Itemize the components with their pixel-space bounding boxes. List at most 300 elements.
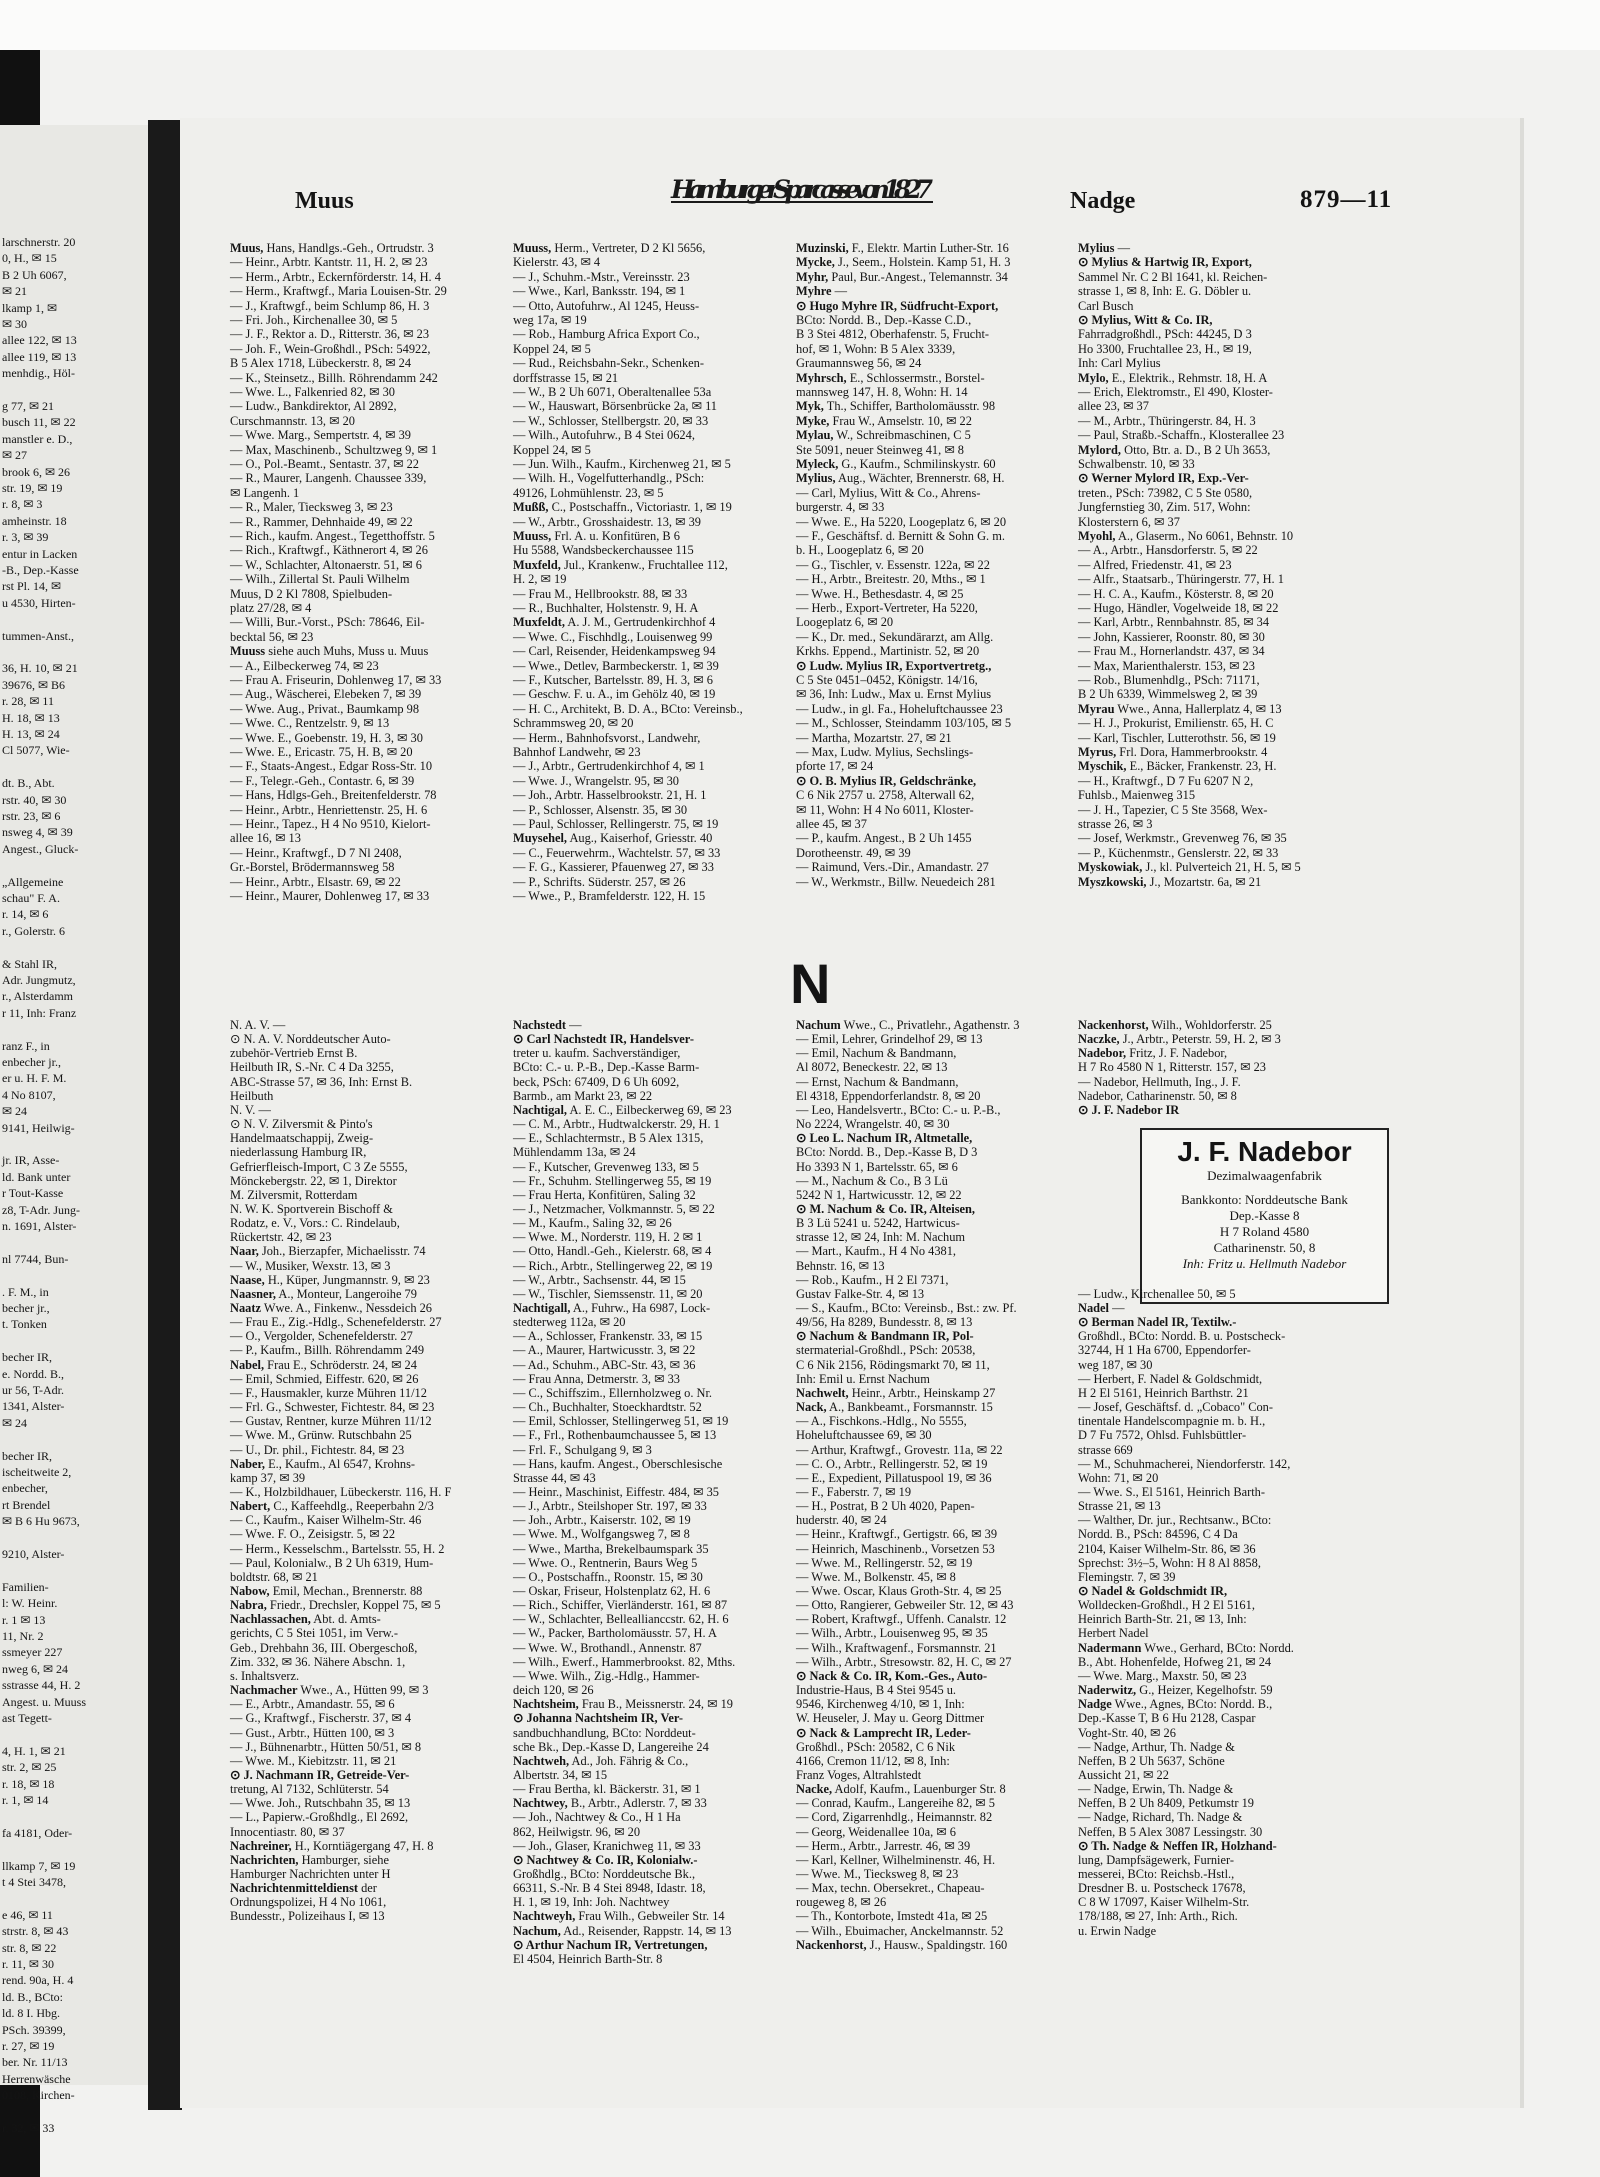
directory-entry-line: allee 45, ✉ 37 (796, 817, 867, 831)
directory-entry-line: — Wwe. L., Falkenried 82, ✉ 30 (230, 385, 396, 399)
facing-page-line: becher IR, (2, 1448, 52, 1463)
directory-entry-line: — Rich., Arbtr., Stellingerweg 22, ✉ 19 (513, 1258, 713, 1273)
directory-entry-line: Neffen, B 5 Alex 3087 Lessingstr. 30 (1078, 1824, 1263, 1839)
directory-entry-line: huderstr. 40, ✉ 24 (796, 1513, 887, 1528)
facing-page-line: n. 1691, Alster- (2, 1219, 77, 1233)
directory-entry-line: Franz Voges, Altrahlstedt (796, 1767, 922, 1782)
directory-entry-line: strasse 12, ✉ 24, Inh: M. Nachum (796, 1230, 966, 1245)
directory-entry-line: — Wwe. C., Rentzelstr. 9, ✉ 13 (230, 716, 390, 731)
directory-entry-line: — J., Arbtr., Gertrudenkirchhof 4, ✉ 1 (513, 759, 705, 774)
facing-page-line: ur 56, T-Adr. (2, 1383, 65, 1397)
directory-entry-line: ⊙ Johanna Nachtsheim IR, Ver- (513, 1711, 683, 1726)
directory-entry-line: — Aug., Wäscherei, Elebeken 7, ✉ 39 (230, 687, 422, 702)
directory-entry-line: 5242 N 1, Hartwicusstr. 12, ✉ 22 (796, 1187, 962, 1202)
directory-entry-line: Hu 5588, Wandsbeckerchaussee 115 (513, 543, 694, 558)
directory-entry-line: — A., Schlosser, Frankenstr. 33, ✉ 15 (513, 1329, 703, 1344)
directory-entry-line: — Paul, Straßb.-Schaffn., Klosterallee 23 (1078, 428, 1285, 443)
directory-entry-line: — Hans, Hdlgs-Geh., Breitenfelderstr. 78 (230, 788, 437, 803)
directory-entry-line: Muxfeldt, A. J. M., Gertrudenkirchhof 4 (513, 615, 716, 630)
directory-entry-line: — Frau Bertha, kl. Bäckerstr. 31, ✉ 1 (513, 1782, 701, 1797)
directory-entry-line: Barmb., am Markt 23, ✉ 22 (513, 1088, 653, 1103)
directory-entry-line: — Wilh., Ebuimacher, Anckelmannstr. 52 (796, 1923, 1004, 1938)
directory-entry-line: — Wwe. M., Norderstr. 119, H. 2 ✉ 1 (513, 1230, 703, 1245)
directory-entry-line: — Josef, Geschäftsf. d. „Cobaco" Con- (1078, 1400, 1274, 1415)
directory-entry-line: N. W. K. Sportverein Bischoff & (230, 1201, 393, 1216)
directory-entry-line: D 7 Fu 7572, Ohlsd. Fuhlsbüttler- (1078, 1428, 1247, 1443)
directory-entry-line: — Wwe. Marg., Maxstr. 50, ✉ 23 (1078, 1668, 1247, 1683)
directory-entry-line: — Wwe. Joh., Rutschbahn 35, ✉ 13 (230, 1796, 411, 1811)
directory-entry-line: — C., Schiffszim., Ellernholzweg o. Nr. (513, 1385, 713, 1400)
directory-entry-line: — Wwe. S., El 5161, Heinrich Barth- (1078, 1484, 1265, 1499)
directory-entry-line: — Nadge, Arthur, Th. Nadge & (1078, 1739, 1235, 1754)
facing-page-line: ✉ 27 (2, 448, 28, 463)
facing-page-line: brook 6, ✉ 26 (2, 464, 71, 479)
directory-entry-line: ⊙ O. B. Mylius IR, Geldschränke, (796, 773, 977, 788)
directory-entry-line: Behnstr. 16, ✉ 13 (796, 1258, 885, 1273)
directory-entry-line: Ordnungspolizei, H 4 No 1061, (230, 1895, 387, 1910)
facing-page-line: str. 2, ✉ 25 (2, 1760, 57, 1775)
facing-page-line: t. Tonken (2, 1317, 47, 1332)
directory-entry-line: — K., Dr. med., Sekundärarzt, am Allg. (796, 629, 994, 644)
facing-page-line (2, 1268, 148, 1282)
facing-page-line (2, 1809, 148, 1823)
directory-entry-line (1078, 1216, 1370, 1230)
directory-entry-line: Mönckebergstr. 22, ✉ 1, Direktor (230, 1173, 397, 1188)
directory-entry-line: — C. M., Arbtr., Hudtwalckerstr. 29, H. 1 (513, 1117, 720, 1132)
directory-entry-line: Strasse 21, ✉ 13 (1078, 1499, 1161, 1514)
directory-entry-line (1078, 1160, 1370, 1174)
directory-entry-line (1078, 1188, 1370, 1202)
directory-entry-line: — Herm., Bahnhofsvorst., Landwehr, (513, 730, 701, 745)
directory-entry-line: allee 23, ✉ 37 (1078, 399, 1149, 414)
directory-entry-line: Gustav Falke-Str. 4, ✉ 13 (796, 1286, 925, 1301)
directory-entry-line: Nordd. B., PSch: 84596, C 4 Da (1078, 1527, 1238, 1542)
directory-entry-line: Nachum Wwe., C., Privatlehr., Agathenstr. 3 (796, 1018, 1020, 1032)
directory-entry-line: weg 187, ✉ 30 (1078, 1357, 1153, 1372)
directory-entry-line (1078, 1174, 1370, 1188)
directory-entry-line: — P., Kaufm., Billh. Röhrendamm 249 (230, 1343, 425, 1358)
facing-page-line: ld. B., BCto: (2, 1989, 64, 2004)
ad-street: Catharinenstr. 50, 8 (1213, 1240, 1316, 1255)
directory-entry-line: — Ludw., in gl. Fa., Hoheluftchaussee 23 (796, 701, 1003, 716)
directory-entry-line: — W., Packer, Bartholomäusstr. 57, H. A (513, 1626, 717, 1641)
directory-entry-line: H. 2, ✉ 19 (513, 572, 567, 587)
directory-entry-line: Nackenhorst, J., Hausw., Spaldingstr. 160 (796, 1937, 1008, 1952)
facing-page-line: Familien- (2, 1579, 49, 1594)
directory-entry-line: — H. J., Prokurist, Emilienstr. 65, H. C (1078, 716, 1274, 731)
facing-page-line: llkamp 7, ✉ 19 (2, 1858, 76, 1873)
facing-page-line (2, 940, 148, 954)
directory-entry-line: Myhre — (796, 284, 848, 299)
directory-entry-line: ⊙ Th. Nadge & Neffen IR, Holzhand- (1078, 1838, 1277, 1853)
facing-page-line: jr. IR, Asse- (2, 1153, 60, 1168)
directory-entry-line: Nabow, Emil, Mechan., Brennerstr. 88 (230, 1584, 423, 1598)
facing-page-line: r. 18, ✉ 18 (2, 1776, 55, 1791)
directory-entry-line: Handelmaatschappij, Zweig- (230, 1131, 374, 1146)
facing-page-line: strstr. 8, ✉ 43 (2, 1924, 69, 1939)
directory-entry-line: b. H., Loogeplatz 6, ✉ 20 (796, 543, 924, 558)
scan-top-margin (0, 0, 1600, 50)
section-letter: N (790, 952, 831, 1015)
directory-entry-line: Großhdl., PSch: 20582, C 6 Nik (796, 1739, 956, 1754)
directory-entry-line: — U., Dr. phil., Fichtestr. 84, ✉ 23 (230, 1442, 405, 1457)
directory-entry-line: H 2 El 5161, Heinrich Barthstr. 21 (1078, 1385, 1249, 1400)
directory-entry-line: Naase, H., Küper, Jungmannstr. 9, ✉ 23 (230, 1272, 430, 1287)
facing-page-line: Cl 5077, Wie- (2, 743, 70, 758)
directory-entry-line: ⊙ Arthur Nachum IR, Vertretungen, (513, 1937, 708, 1952)
directory-entry-line: — Rud., Reichsbahn-Sekr., Schenken- (513, 356, 704, 371)
directory-entry-line: — Heinr., Kraftwgf., D 7 Nl 2408, (230, 845, 402, 860)
directory-entry-line: — R., Rammer, Dehnhaide 49, ✉ 22 (230, 514, 413, 529)
facing-page-line: ✉ 24 (2, 1104, 28, 1119)
facing-page-line: l: W. Heinr. (2, 1596, 58, 1611)
facing-page-line: Angest., Gluck- (2, 841, 79, 856)
directory-entry-line: — M., Nachum & Co., B 3 Lü (796, 1173, 948, 1188)
directory-entry-line: — Wilh., Arbtr., Stresowstr. 82, H. C, ✉ 27 (796, 1654, 1012, 1669)
directory-entry-line: Myk, Th., Schiffer, Bartholomäusstr. 98 (796, 399, 996, 414)
directory-entry-line: Innocentiastr. 80, ✉ 37 (230, 1824, 345, 1839)
directory-entry-line: Nachum, Ad., Reisender, Rappstr. 14, ✉ 13 (513, 1923, 732, 1938)
directory-entry-line: Sprechst: 3½–5, Wohn: H 8 Al 8858, (1078, 1555, 1261, 1570)
directory-entry-line: — W., Hauswart, Börsenbrücke 2a, ✉ 11 (513, 399, 718, 414)
directory-entry-line: — Frl. G., Schwester, Fichtestr. 84, ✉ 23 (230, 1400, 435, 1415)
directory-entry-line: Großhdl., BCto: Nordd. B. u. Postscheck- (1078, 1329, 1286, 1344)
directory-entry-line: — J., Schuhm.-Mstr., Vereinsstr. 23 (513, 269, 690, 284)
directory-entry-line: — Emil, Schlosser, Stellingerweg 51, ✉ 19 (513, 1414, 729, 1429)
directory-entry-line: ⊙ Nachum & Bandmann IR, Pol- (796, 1329, 974, 1344)
directory-entry-line: — R., Maurer, Langenh. Chaussee 339, (230, 471, 427, 486)
facing-page-line: r 11, Inh: Franz (2, 1005, 77, 1020)
directory-entry-line: — J., Bühnenarbtr., Hütten 50/51, ✉ 8 (230, 1739, 422, 1754)
directory-entry-line: — Herbert, F. Nadel & Goldschmidt, (1078, 1371, 1263, 1386)
directory-entry-line (1078, 1131, 1370, 1145)
directory-entry-line: — O., Pol.-Beamt., Sentastr. 37, ✉ 22 (230, 457, 420, 471)
directory-entry-line: Muuss siehe auch Muhs, Muss u. Muus (230, 644, 429, 659)
directory-entry-line: Rodatz, e. V., Vors.: C. Rindelaub, (230, 1216, 400, 1231)
directory-entry-line: s. Inhaltsverz. (230, 1668, 300, 1683)
directory-entry-line: — Georg, Weidenallee 10a, ✉ 6 (796, 1824, 956, 1839)
facing-page-line: H. 18, ✉ 13 (2, 710, 60, 725)
directory-entry-line: Herbert Nadel (1078, 1626, 1149, 1641)
directory-entry-line: — O., Postschaffn., Roonstr. 15, ✉ 30 (513, 1569, 703, 1584)
directory-entry-line: — H., Arbtr., Breitestr. 20, Mths., ✉ 1 (796, 572, 986, 587)
facing-page-line: r. 11, ✉ 30 (2, 1957, 54, 1971)
directory-entry-line: treter u. kaufm. Sachverständiger, (513, 1046, 681, 1061)
directory-entry-line: — Fri. Joh., Kirchenallee 30, ✉ 5 (230, 313, 398, 327)
directory-entry-line: Koppel 24, ✉ 5 (513, 341, 591, 356)
directory-entry-line: Rückertstr. 42, ✉ 23 (230, 1230, 332, 1245)
directory-entry-line: — Max, Maschinenb., Schultzweg 9, ✉ 1 (230, 442, 438, 457)
directory-entry-line (1078, 1117, 1370, 1131)
facing-page-line: ✉ B 6 Hu 9673, (2, 1514, 80, 1529)
directory-entry-line: — F., Telegr.-Geh., Contastr. 6, ✉ 39 (230, 773, 415, 788)
directory-entry-line: C 6 Nik 2757 u. 2758, Alterwall 62, (796, 788, 975, 803)
facing-page-line: g 77, ✉ 21 (2, 399, 55, 413)
directory-entry-line: Kielerstr. 43, ✉ 4 (513, 255, 601, 270)
directory-entry-line: — Cord, Zigarrenhdlg., Heimannstr. 82 (796, 1810, 993, 1825)
directory-entry-line: N. V. — (230, 1102, 271, 1117)
directory-entry-line: — A., Eilbeckerweg 74, ✉ 23 (230, 658, 379, 673)
directory-entry-line: — Leo, Handelsvertr., BCto: C.- u. P.-B., (796, 1102, 1001, 1117)
directory-entry-line: Al 8072, Beneckestr. 22, ✉ 13 (796, 1060, 948, 1075)
directory-entry-line: Muuss, Frl. A. u. Konfitüren, B 6 (513, 529, 680, 543)
directory-entry-line: niederlassung Hamburg IR, (230, 1145, 367, 1160)
directory-entry-line: — E., Expedient, Pillatuspool 19, ✉ 36 (796, 1470, 992, 1485)
directory-entry-line: Bundesstr., Polizeihaus I, ✉ 13 (230, 1909, 385, 1924)
directory-entry-line: — Wwe. Marg., Sempertstr. 4, ✉ 39 (230, 428, 411, 443)
directory-entry-line: — F., Staats-Angest., Edgar Ross-Str. 10 (230, 759, 433, 774)
facing-page-line (2, 1531, 148, 1545)
directory-entry-line: — Ludw., Bankdirektor, Al 2892, (230, 399, 397, 414)
directory-entry-line: — Wwe. Wilh., Zig.-Hdlg., Hammer- (513, 1668, 700, 1683)
directory-entry-line: Dresdner B. u. Postscheck 17678, (1078, 1881, 1246, 1896)
directory-entry-line: Nachtsheim, Frau B., Meissnerstr. 24, ✉ 19 (513, 1697, 733, 1712)
directory-entry-line: Fahrradgroßhdl., PSch: 44245, D 3 (1078, 327, 1252, 342)
directory-entry-line: — Rich., Schiffer, Vierländerstr. 161, ✉ 87 (513, 1598, 728, 1613)
facing-page-line: 9141, Heilwig- (2, 1120, 75, 1135)
facing-page-line (2, 858, 148, 872)
directory-entry-line: — Joh., Glaser, Kranichweg 11, ✉ 33 (513, 1838, 701, 1853)
facing-page-line: menhdig., Höl- (2, 366, 75, 381)
facing-page-line: nl 7744, Bun- (2, 1251, 69, 1266)
directory-entry-line: — Ludw., Kirchenallee 50, ✉ 5 (1078, 1286, 1236, 1301)
directory-entry-line: — Frau Herta, Konfitüren, Saling 32 (513, 1187, 696, 1202)
directory-entry-line: — G., Kraftwgf., Fischerstr. 37, ✉ 4 (230, 1711, 412, 1726)
directory-entry-line: Myszkowski, J., Mozartstr. 6a, ✉ 21 (1078, 874, 1262, 889)
directory-entry-line: — M., Arbtr., Thüringerstr. 84, H. 3 (1078, 413, 1256, 428)
directory-entry-line: Nabel, Frau E., Schröderstr. 24, ✉ 24 (230, 1357, 417, 1372)
directory-entry-line: — Wwe. M., Tiecksweg 8, ✉ 23 (796, 1867, 959, 1881)
directory-entry-line: ⊙ Nack & Lamprecht IR, Leder- (796, 1725, 971, 1740)
directory-entry-line: ⊙ Werner Mylord IR, Exp.-Ver- (1078, 471, 1249, 486)
page-number: 879—11 (1300, 186, 1393, 213)
directory-entry-line: ⊙ Mylius & Hartwig IR, Export, (1078, 255, 1252, 270)
directory-entry-line: Krkhs. Eppend., Martinistr. 52, ✉ 20 (796, 644, 980, 659)
directory-entry-line (1078, 1230, 1370, 1244)
facing-page-line: r. 1 ✉ 13 (2, 1612, 46, 1627)
facing-page-line: tummen-Anst., (2, 628, 74, 643)
directory-entry-line: W. Heuseler, J. May u. Georg Dittmer (796, 1711, 985, 1726)
directory-entry-line: — Wwe., P., Bramfelderstr. 122, H. 15 (513, 889, 706, 903)
directory-entry-line: stedterweg 112a, ✉ 20 (513, 1315, 626, 1330)
directory-entry-line: — Ad., Schuhm., ABC-Str. 43, ✉ 36 (513, 1357, 696, 1372)
directory-entry-line: Nachreiner, H., Korntiägergang 47, H. 8 (230, 1838, 434, 1853)
directory-entry-line: hof, ✉ 1, Wohn: B 5 Alex 3339, (796, 341, 956, 356)
directory-entry-line: — J. F., Rektor a. D., Ritterstr. 36, ✉ 23 (230, 327, 430, 342)
book-gutter (148, 120, 182, 2110)
directory-entry-line: becktal 56, ✉ 23 (230, 629, 314, 644)
running-head-left: Muus (295, 188, 354, 214)
facing-page-line: nsweg 4, ✉ 39 (2, 825, 73, 840)
directory-entry-line: El 4318, Eppendorferlandstr. 8, ✉ 20 (796, 1088, 981, 1103)
directory-entry-line: — Herm., Arbtr., Eckernförderstr. 14, H. 4 (230, 269, 441, 284)
directory-entry-line: — Frau M., Hornerlandstr. 437, ✉ 34 (1078, 644, 1265, 659)
facing-page-line: 1341, Alster- (2, 1399, 65, 1414)
directory-entry-line: — Th., Kontorbote, Imstedt 41a, ✉ 25 (796, 1909, 988, 1924)
facing-page-line: r., Alsterdamm (2, 989, 73, 1004)
facing-page-line: enbecher jr., (2, 1055, 61, 1069)
directory-entry-line: — A., Maurer, Hartwicusstr. 3, ✉ 22 (513, 1343, 696, 1358)
directory-entry-line: Nabra, Friedr., Drechsler, Koppel 75, ✉ 5 (230, 1598, 441, 1613)
directory-entry-line: — Otto, Autofuhrw., Al 1245, Heuss- (513, 298, 700, 313)
directory-entry-line: Schwalbenstr. 10, ✉ 33 (1078, 457, 1195, 471)
directory-entry-line: — P., Schrifts. Süderstr. 257, ✉ 26 (513, 874, 686, 889)
directory-entry-line: Mühlendamm 13a, ✉ 24 (513, 1145, 636, 1160)
facing-page-line (2, 645, 148, 659)
directory-entry-line: tinentale Handelscompagnie m. b. H., (1078, 1414, 1266, 1429)
directory-entry-line: — Frau M., Hellbrookstr. 88, ✉ 33 (513, 586, 688, 601)
directory-entry-line: — F., Kutscher, Grevenweg 133, ✉ 5 (513, 1159, 699, 1174)
directory-entry-line: ⊙ Nack & Co. IR, Kom.-Ges., Auto- (796, 1668, 988, 1683)
directory-entry-line: — Wilh., Autofuhrw., B 4 Stei 0624, (513, 428, 695, 443)
directory-entry-line: Großhdlg., BCto: Norddeutsche Bk., (513, 1867, 696, 1881)
facing-page-line (2, 1563, 148, 1577)
directory-entry-line: — Wwe., Detlev, Barmbeckerstr. 1, ✉ 39 (513, 658, 719, 673)
directory-entry-line: — E., Schlachtermstr., B 5 Alex 1315, (513, 1131, 704, 1146)
directory-entry-line: — Martha, Mozartstr. 27, ✉ 21 (796, 730, 952, 745)
facing-page-line (2, 1334, 148, 1348)
directory-entry-line: — Wwe., Martha, Brekelbaumspark 35 (513, 1541, 709, 1556)
directory-entry-line: — J., Netzmacher, Volkmannstr. 5, ✉ 22 (513, 1201, 715, 1216)
directory-entry-line: — Gust., Arbtr., Hütten 100, ✉ 3 (230, 1725, 395, 1740)
directory-entry-line: — Heinr., Arbtr. Kantstr. 11, H. 2, ✉ 23 (230, 255, 428, 270)
directory-entry-line: B 3 Stei 4812, Oberhafenstr. 5, Frucht- (796, 327, 990, 342)
facing-page-line: . F. M., in (2, 1284, 49, 1299)
facing-page-line: 9210, Alster- (2, 1547, 65, 1561)
directory-entry-line: — M., Schlosser, Steindamm 103/105, ✉ 5 (796, 716, 1012, 731)
directory-entry-line: — Willi, Bur.-Vorst., PSch: 78646, Eil- (230, 615, 425, 630)
directory-entry-line: stermaterial-Großhdl., PSch: 20538, (796, 1343, 976, 1358)
directory-entry-line: — M., Kaufm., Saling 32, ✉ 26 (513, 1216, 672, 1231)
directory-entry-line: 2104, Kaiser Wilhelm-Str. 86, ✉ 36 (1078, 1541, 1256, 1556)
directory-entry-line: B 3 Lü 5241 u. 5242, Hartwicus- (796, 1216, 960, 1231)
directory-entry-line: 32744, H 1 Ha 6700, Eppendorfer- (1078, 1343, 1251, 1358)
directory-entry-line: B 2 Uh 6339, Wimmelsweg 2, ✉ 39 (1078, 687, 1258, 702)
directory-entry-line: — W., Arbtr., Grosshaidestr. 13, ✉ 39 (513, 514, 701, 529)
directory-entry-line: C 5 Ste 0451–0452, Königstr. 14/16, (796, 673, 978, 687)
facing-page-line: fa 4181, Oder- (2, 1825, 73, 1840)
directory-entry-line: Mylord, Otto, Btr. a. D., B 2 Uh 3653, (1078, 442, 1271, 457)
directory-entry-line: Mycke, J., Seem., Holstein. Kamp 51, H. 3 (796, 255, 1011, 270)
directory-entry-line: Strasse 44, ✉ 43 (513, 1470, 596, 1485)
directory-entry-line: Naar, Joh., Bierzapfer, Michaelisstr. 74 (230, 1244, 426, 1259)
directory-entry-line: sandbuchhandlung, BCto: Norddeut- (513, 1725, 696, 1740)
directory-entry-line: C 8 W 17097, Kaiser Wilhelm-Str. (1078, 1895, 1250, 1910)
directory-entry-line: Naatz Wwe. A., Finkenw., Nessdeich 26 (230, 1301, 433, 1315)
directory-entry-line: — Wwe. C., Fischhdlg., Louisenweg 99 (513, 629, 713, 644)
directory-entry-line: — Wilh., Ewerf., Hammerbrookst. 82, Mths. (513, 1654, 736, 1669)
directory-entry-line: Muus, D 2 Kl 7808, Spielbuden- (230, 586, 393, 601)
directory-entry-line: Myschik, E., Bäcker, Frankenstr. 23, H. (1078, 759, 1277, 774)
directory-entry-line: — Frau A. Friseurin, Dohlenweg 17, ✉ 33 (230, 673, 442, 687)
facing-page-line: 0, H., ✉ 15 (2, 251, 57, 266)
directory-entry-line: — Max, Ludw. Mylius, Sechslings- (796, 745, 974, 759)
directory-entry-line: — Karl, Kellner, Wilhelminenstr. 46, H. (796, 1852, 996, 1867)
directory-entry-line: BCto: Nordd. B., Dep.-Kasse B, D 3 (796, 1145, 978, 1160)
directory-entry-line: Nadermann Wwe., Gerhard, BCto: Nordd. (1078, 1640, 1294, 1655)
directory-entry-line: Neffen, B 2 Uh 8409, Petkumstr 19 (1078, 1796, 1254, 1811)
directory-entry-line: — Robert, Kraftwgf., Uffenh. Canalstr. 12 (796, 1612, 1007, 1627)
facing-page-line: ast Tegett- (2, 1711, 52, 1725)
facing-page-line: ischeitweite 2, (2, 1465, 72, 1479)
facing-page-line: ld. Bank unter (2, 1169, 71, 1184)
directory-entry-line: — Hans, kaufm. Angest., Oberschlesische (513, 1456, 723, 1471)
directory-entry-line: M. Zilversmit, Rotterdam (230, 1187, 358, 1202)
directory-entry-line: Muus, Hans, Handlgs.-Geh., Ortrudstr. 3 (230, 241, 434, 255)
directory-entry-line: Graumannsweg 56, ✉ 24 (796, 356, 922, 371)
directory-entry-line: Nackenhorst, Wilh., Wohldorferstr. 25 (1078, 1018, 1272, 1032)
facing-page-line: becher jr., (2, 1301, 50, 1315)
directory-entry-line: Bahnhof Landwehr, ✉ 23 (513, 745, 641, 759)
directory-entry-line: — Heinr., Tapez., H 4 No 9510, Kielort- (230, 817, 431, 831)
directory-entry-line: Nabert, C., Kaffeehdlg., Reeperbahn 2/3 (230, 1499, 434, 1514)
directory-entry-line: — Joh., Arbtr., Kaiserstr. 102, ✉ 19 (513, 1513, 691, 1528)
facing-page-line: -B., Dep.-Kasse (2, 563, 79, 577)
directory-entry-line: B., Abt. Hohenfelde, Hofweg 21, ✉ 24 (1078, 1654, 1272, 1669)
directory-entry-line: — F., Hausmakler, kurze Mühren 11/12 (230, 1385, 427, 1400)
directory-entry-line: — Herm., Arbtr., Jarrestr. 46, ✉ 39 (796, 1838, 971, 1853)
facing-page-line: r. 1, ✉ 14 (2, 1793, 49, 1807)
directory-entry-line: — Raimund, Vers.-Dir., Amandastr. 27 (796, 860, 989, 875)
directory-entry-line: Fuhlsb., Maienweg 315 (1078, 788, 1196, 803)
facing-page-line: ✉ 21 (2, 284, 28, 299)
directory-entry-line: — Herm., Kesselschm., Bartelsstr. 55, H. 2 (230, 1541, 445, 1556)
facing-page-line: becher IR, (2, 1350, 52, 1365)
directory-entry-line: — W., Arbtr., Sachsenstr. 44, ✉ 15 (513, 1272, 686, 1287)
directory-entry-line: ⊙ Nachtwey & Co. IR, Kolonialw.- (513, 1852, 698, 1867)
facing-page-line: rstr. 23, ✉ 6 (2, 809, 61, 823)
directory-entry-line: sche Bk., Dep.-Kasse D, Langereihe 24 (513, 1739, 709, 1754)
directory-entry-line: — Wwe. F. O., Zeisigstr. 5, ✉ 22 (230, 1527, 396, 1542)
directory-entry-line: — Herm., Kraftwgf., Maria Louisen-Str. 29 (230, 284, 447, 299)
directory-entry-line: — A., Fischkons.-Hdlg., No 5555, (796, 1414, 967, 1429)
directory-entry-line: Klosterstern 6, ✉ 37 (1078, 514, 1180, 529)
facing-page-line: rend. 90a, H. 4 (2, 1973, 74, 1988)
directory-entry-line: — Geschw. F. u. A., im Gehölz 40, ✉ 19 (513, 687, 716, 702)
directory-entry-line: Nadel — (1078, 1301, 1125, 1315)
facing-page-line: 4, H. 1, ✉ 21 (2, 1743, 66, 1758)
directory-entry-line: — R., Maler, Tiecksweg 3, ✉ 23 (230, 500, 393, 515)
directory-entry-line: — Oskar, Friseur, Holstenplatz 62, H. 6 (513, 1584, 711, 1598)
directory-entry-line: Nadebor, Fritz, J. F. Nadebor, (1078, 1046, 1228, 1061)
directory-entry-line: — W., Schlosser, Stellbergstr. 20, ✉ 33 (513, 413, 709, 428)
directory-entry-line: Myhr, Paul, Bur.-Angest., Telemannstr. 34 (796, 269, 1008, 284)
directory-entry-line: ✉ Langenh. 1 (230, 485, 300, 500)
directory-entry-line: — Wwe. M., Wolfgangsweg 7, ✉ 8 (513, 1527, 690, 1542)
directory-entry-line: ⊙ J. F. Nadebor IR (1078, 1102, 1180, 1117)
directory-entry-line: Myke, Frau W., Amselstr. 10, ✉ 22 (796, 413, 972, 428)
directory-entry-line: Mußß, C., Postschaffn., Victoriastr. 1, ✉ 19 (513, 500, 732, 515)
running-head-right: Nadge (1070, 188, 1136, 214)
directory-entry-line: Muxfeld, Jul., Krankenw., Fruchtallee 112, (513, 557, 728, 572)
directory-entry-line: Nachrichten, Hamburger, siehe (230, 1852, 389, 1867)
directory-entry-line: burgerstr. 4, ✉ 33 (796, 500, 885, 515)
directory-entry-line: — Wwe. Aug., Privat., Baumkamp 98 (230, 701, 420, 716)
directory-entry-line: Mylo, E., Elektrik., Rehmstr. 18, H. A (1078, 370, 1268, 385)
directory-entry-line: rougeweg 8, ✉ 26 (796, 1895, 887, 1910)
directory-entry-line: Geb., Drehbahn 36, III. Obergeschoß, (230, 1640, 418, 1655)
directory-entry-line: — W., Schlachter, Altonaerstr. 51, ✉ 6 (230, 557, 422, 572)
directory-entry-line: — F., Frl., Rothenbaumchaussee 5, ✉ 13 (513, 1428, 717, 1443)
directory-entry-line: — Jun. Wilh., Kaufm., Kirchenweg 21, ✉ 5 (513, 457, 731, 471)
directory-entry-line: — Joh., Arbtr. Hasselbrookstr. 21, H. 1 (513, 788, 707, 803)
directory-entry-line: strasse 1, ✉ 8, Inh: E. G. Döbler u. (1078, 284, 1252, 299)
facing-page-line: Adr. Jungmutz, (2, 973, 76, 987)
directory-entry-line: — Gustav, Rentner, kurze Mühren 11/12 (230, 1414, 432, 1429)
directory-entry-line: Myskowiak, J., kl. Pulverteich 21, H. 5, ✉ 5 (1078, 860, 1301, 875)
directory-entry-line: El 4504, Heinrich Barth-Str. 8 (513, 1951, 663, 1966)
facing-page-line: enbecher, (2, 1481, 48, 1496)
